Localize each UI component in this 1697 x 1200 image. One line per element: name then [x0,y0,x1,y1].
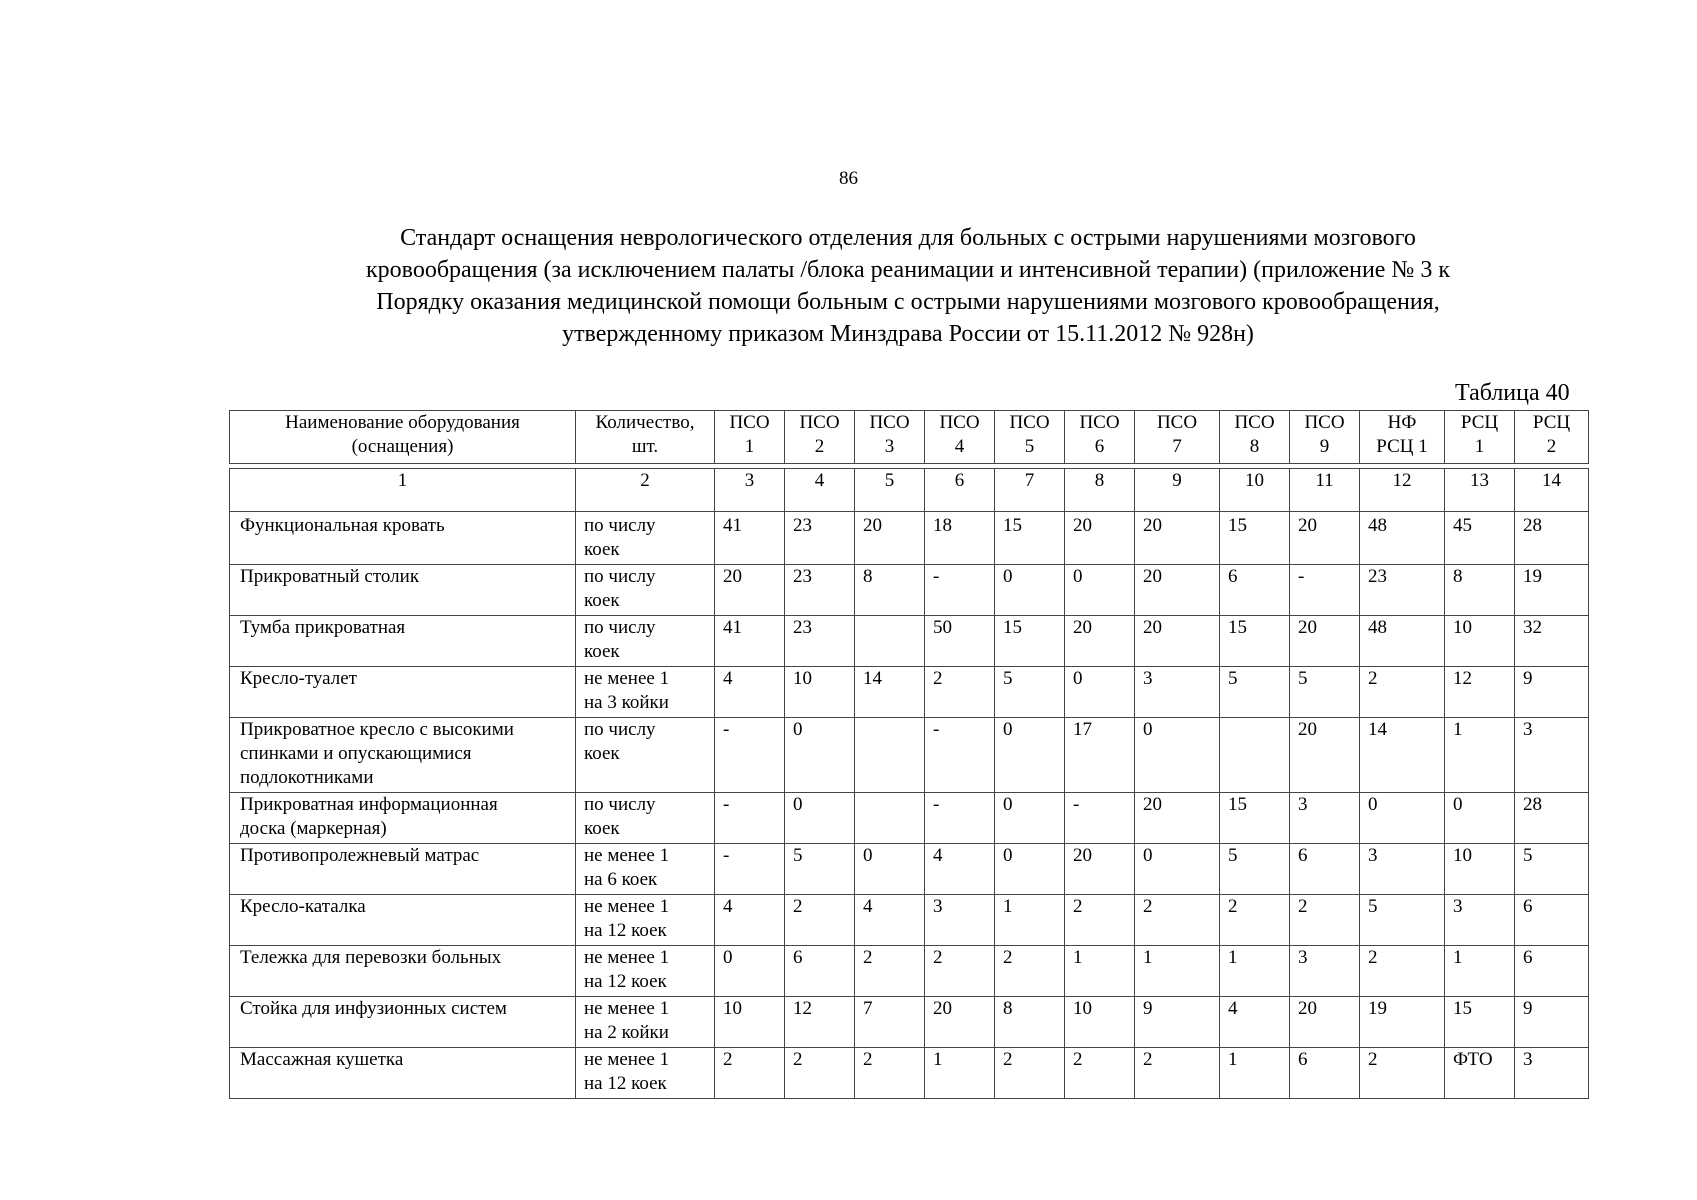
value-cell: 28 [1515,793,1589,844]
value-cell: 20 [1065,512,1135,565]
value-cell: 6 [1515,895,1589,946]
column-number: 5 [855,468,925,512]
value-cell: 5 [1515,844,1589,895]
value-cell: 6 [1220,565,1290,616]
value-cell: 19 [1515,565,1589,616]
value-cell: 0 [715,946,785,997]
column-number-row [229,468,1589,512]
value-cell: 20 [925,997,995,1048]
quantity-text: не менее 1 [584,947,670,968]
value-cell: 0 [1360,793,1445,844]
quantity-text: по числу [584,566,656,587]
value-cell: 0 [995,793,1065,844]
value-cell: 12 [1445,667,1515,718]
quantity-text: на 6 коек [584,869,658,890]
value-cell [1220,718,1290,793]
table-row [229,616,1589,667]
column-header [1220,410,1290,464]
value-cell: 2 [1220,895,1290,946]
value-cell: 48 [1360,616,1445,667]
value-cell: 20 [1135,793,1220,844]
value-cell: 2 [1065,895,1135,946]
equipment-name: Тумба прикроватная [240,617,406,638]
column-header [1445,410,1515,464]
value-cell: 18 [925,512,995,565]
value-cell: 41 [715,616,785,667]
value-cell: 3 [1290,946,1360,997]
column-number: 9 [1135,468,1220,512]
value-cell: 0 [995,565,1065,616]
value-cell: 6 [785,946,855,997]
value-cell: 0 [1445,793,1515,844]
equipment-name-cell [229,565,576,616]
value-cell: 4 [855,895,925,946]
equipment-name-cell [229,895,576,946]
value-cell: - [715,718,785,793]
column-header-text: шт. [631,436,659,457]
value-cell: - [925,718,995,793]
quantity-text: не менее 1 [584,845,670,866]
column-header [785,410,855,464]
column-header-text: РСЦ [1532,412,1571,433]
column-header-text: РСЦ [1460,412,1499,433]
value-cell: 15 [995,512,1065,565]
title-line: Стандарт оснащения неврологического отделения для больных с острыми нарушениями мозгового [400,225,1416,251]
value-cell: 15 [995,616,1065,667]
quantity-cell [576,895,715,946]
column-header-text: ПСО [939,412,980,433]
value-cell: 2 [785,895,855,946]
quantity-text: не менее 1 [584,668,670,689]
equipment-name: Функциональная кровать [240,515,445,536]
value-cell: 7 [855,997,925,1048]
value-cell: 2 [1360,946,1445,997]
value-cell: 2 [925,946,995,997]
value-cell: 20 [1290,616,1360,667]
value-cell: 2 [1360,667,1445,718]
quantity-cell [576,718,715,793]
value-cell: 20 [1290,718,1360,793]
column-header-text: ПСО [1079,412,1120,433]
quantity-text: по числу [584,617,656,638]
value-cell: 20 [1065,844,1135,895]
column-header-text: 3 [884,436,895,457]
document-title [258,222,1558,350]
table-row [229,667,1589,718]
table-row [229,1048,1589,1099]
value-cell: 4 [1220,997,1290,1048]
table-caption: Таблица 40 [1455,380,1570,406]
quantity-text: на 12 коек [584,1073,667,1094]
value-cell: 2 [785,1048,855,1099]
value-cell: 20 [715,565,785,616]
value-cell: 0 [855,844,925,895]
column-header-text: ПСО [1156,412,1198,433]
value-cell: 2 [995,1048,1065,1099]
value-cell: 41 [715,512,785,565]
equipment-name: Массажная кушетка [240,1049,404,1070]
column-number: 7 [995,468,1065,512]
table-row [229,895,1589,946]
value-cell: 4 [715,667,785,718]
quantity-text: коек [584,641,620,662]
column-header-text: 2 [1546,436,1557,457]
value-cell: 15 [1220,616,1290,667]
equipment-name-cell [229,793,576,844]
title-line: Порядку оказания медицинской помощи больным с острыми нарушениями мозгового кровообращения, [376,289,1440,315]
column-header [925,410,995,464]
equipment-name: Стойка для инфузионных систем [240,998,507,1019]
value-cell: 8 [855,565,925,616]
column-header-text: 4 [954,436,965,457]
quantity-cell [576,512,715,565]
column-header-text: 9 [1319,436,1330,457]
value-cell: - [715,844,785,895]
value-cell: 15 [1220,512,1290,565]
value-cell: 8 [995,997,1065,1048]
column-number: 11 [1290,468,1360,512]
table-header-row [229,410,1589,464]
equipment-name-cell [229,844,576,895]
column-number: 13 [1445,468,1515,512]
column-header-text: ПСО [1234,412,1275,433]
column-header [855,410,925,464]
quantity-cell [576,793,715,844]
equipment-name-cell [229,718,576,793]
value-cell: 5 [995,667,1065,718]
value-cell: 45 [1445,512,1515,565]
value-cell: 12 [785,997,855,1048]
value-cell: 1 [1220,946,1290,997]
value-cell: 19 [1360,997,1445,1048]
value-cell: 3 [1135,667,1220,718]
equipment-name: Тележка для перевозки больных [240,947,502,968]
quantity-cell [576,844,715,895]
column-number: 2 [576,468,715,512]
quantity-cell [576,565,715,616]
table-row [229,997,1589,1048]
value-cell: 1 [1065,946,1135,997]
value-cell [855,793,925,844]
column-header [995,410,1065,464]
value-cell: 20 [855,512,925,565]
value-cell: 23 [1360,565,1445,616]
value-cell: 14 [1360,718,1445,793]
column-header [1135,410,1220,464]
value-cell: 0 [785,718,855,793]
quantity-text: по числу [584,794,656,815]
value-cell: 2 [995,946,1065,997]
equipment-table [229,410,1589,1099]
value-cell: 0 [785,793,855,844]
quantity-cell [576,1048,715,1099]
value-cell: 10 [1445,844,1515,895]
quantity-text: не менее 1 [584,1049,670,1070]
value-cell: 1 [1445,718,1515,793]
title-line: кровообращения (за исключением палаты /блока реанимации и интенсивной терапии) (приложение № 3 к [365,257,1450,283]
value-cell: 6 [1515,946,1589,997]
equipment-name-cell [229,667,576,718]
value-cell: 1 [1220,1048,1290,1099]
column-number: 8 [1065,468,1135,512]
value-cell: 2 [855,946,925,997]
quantity-cell [576,616,715,667]
column-header-text: ПСО [869,412,910,433]
table-row [229,844,1589,895]
value-cell: 5 [1220,667,1290,718]
value-cell: 0 [1065,565,1135,616]
equipment-name-cell [229,997,576,1048]
value-cell: 10 [1065,997,1135,1048]
table-row [229,565,1589,616]
value-cell: 20 [1135,512,1220,565]
value-cell: 3 [1360,844,1445,895]
column-header-text: НФ [1387,412,1417,433]
quantity-text: коек [584,818,620,839]
value-cell: 3 [1515,718,1589,793]
value-cell: 0 [1135,718,1220,793]
column-header-text: ПСО [1304,412,1345,433]
column-header-text: РСЦ 1 [1376,436,1428,457]
quantity-text: коек [584,539,620,560]
value-cell: 1 [925,1048,995,1099]
column-number: 14 [1515,468,1589,512]
value-cell: 2 [1360,1048,1445,1099]
column-header [229,410,576,464]
value-cell: 0 [995,844,1065,895]
column-header-text: ПСО [1009,412,1050,433]
equipment-name: Прикроватное кресло с высокими [240,719,514,740]
value-cell: 9 [1515,997,1589,1048]
quantity-text: коек [584,743,620,764]
value-cell: 15 [1445,997,1515,1048]
quantity-text: по числу [584,719,656,740]
value-cell [855,718,925,793]
value-cell: 5 [1360,895,1445,946]
value-cell: 23 [785,616,855,667]
equipment-name-cell [229,1048,576,1099]
value-cell: 3 [925,895,995,946]
quantity-text: на 12 коек [584,971,667,992]
value-cell: 1 [995,895,1065,946]
value-cell: - [925,793,995,844]
quantity-cell [576,667,715,718]
equipment-name: Прикроватная информационная [240,794,498,815]
column-header-text: 7 [1172,436,1182,457]
column-number: 12 [1360,468,1445,512]
value-cell: 8 [1445,565,1515,616]
equipment-name: спинками и опускающимися [240,743,472,764]
equipment-name: Противопролежневый матрас [240,845,480,866]
value-cell: 48 [1360,512,1445,565]
value-cell: 5 [1290,667,1360,718]
column-header [715,410,785,464]
value-cell: 9 [1515,667,1589,718]
column-header-text: ПСО [729,412,770,433]
equipment-name-cell [229,616,576,667]
column-header-text: 5 [1024,436,1035,457]
column-number: 4 [785,468,855,512]
column-header [1290,410,1360,464]
column-header-text: 1 [744,436,755,457]
value-cell: 2 [1135,1048,1220,1099]
column-number: 3 [715,468,785,512]
value-cell: 2 [1290,895,1360,946]
value-cell: 17 [1065,718,1135,793]
column-header-text: 8 [1249,436,1260,457]
value-cell: 20 [1135,616,1220,667]
equipment-name: Кресло-каталка [240,896,366,917]
value-cell: 1 [1135,946,1220,997]
value-cell: 5 [785,844,855,895]
value-cell [855,616,925,667]
value-cell: 2 [1135,895,1220,946]
value-cell: 23 [785,512,855,565]
value-cell: 4 [925,844,995,895]
column-header-text: 1 [1474,436,1485,457]
value-cell: 20 [1290,512,1360,565]
value-cell: - [925,565,995,616]
quantity-text: коек [584,590,620,611]
value-cell: 20 [1290,997,1360,1048]
value-cell: 1 [1445,946,1515,997]
value-cell: 14 [855,667,925,718]
value-cell: ФТО [1445,1048,1515,1099]
value-cell: 3 [1290,793,1360,844]
column-header-text: ПСО [799,412,840,433]
column-header-text: Наименование оборудования [285,412,520,433]
value-cell: 0 [995,718,1065,793]
value-cell: 4 [715,895,785,946]
column-header-text: Количество, [595,412,695,433]
value-cell: 2 [715,1048,785,1099]
column-number: 1 [229,468,576,512]
value-cell: 15 [1220,793,1290,844]
value-cell: 3 [1445,895,1515,946]
value-cell: 50 [925,616,995,667]
value-cell: 28 [1515,512,1589,565]
value-cell: 0 [1135,844,1220,895]
column-header [1065,410,1135,464]
equipment-name-cell [229,946,576,997]
value-cell: 10 [785,667,855,718]
value-cell: 20 [1065,616,1135,667]
table-row [229,793,1589,844]
column-number: 6 [925,468,995,512]
quantity-text: не менее 1 [584,998,670,1019]
value-cell: 2 [925,667,995,718]
table-row [229,946,1589,997]
quantity-text: по числу [584,515,656,536]
value-cell: 6 [1290,844,1360,895]
value-cell: 10 [715,997,785,1048]
quantity-cell [576,946,715,997]
quantity-cell [576,997,715,1048]
value-cell: 23 [785,565,855,616]
column-header-text: 2 [814,436,825,457]
value-cell: 3 [1515,1048,1589,1099]
quantity-text: не менее 1 [584,896,670,917]
quantity-text: на 3 койки [584,692,669,713]
value-cell: 20 [1135,565,1220,616]
value-cell: 2 [855,1048,925,1099]
value-cell: 6 [1290,1048,1360,1099]
title-line: утвержденному приказом Минздрава России от 15.11.2012 № 928н) [562,321,1254,347]
page-number: 86 [839,168,858,189]
column-header [1515,410,1589,464]
column-header [1360,410,1445,464]
equipment-name: подлокотниками [240,767,374,788]
quantity-text: на 12 коек [584,920,667,941]
quantity-text: на 2 койки [584,1022,669,1043]
value-cell: 0 [1065,667,1135,718]
equipment-name: Прикроватный столик [240,566,420,587]
column-header-text: (оснащения) [351,436,454,457]
equipment-name-cell [229,512,576,565]
equipment-name: Кресло-туалет [240,668,357,689]
column-number: 10 [1220,468,1290,512]
value-cell: - [1065,793,1135,844]
column-header-text: 6 [1094,436,1105,457]
value-cell: 32 [1515,616,1589,667]
value-cell: 5 [1220,844,1290,895]
value-cell: 2 [1065,1048,1135,1099]
table-row [229,718,1589,793]
value-cell: - [715,793,785,844]
equipment-name: доска (маркерная) [240,818,387,839]
value-cell: 10 [1445,616,1515,667]
value-cell: 9 [1135,997,1220,1048]
table-row [229,512,1589,565]
value-cell: - [1290,565,1360,616]
column-header [576,410,715,464]
